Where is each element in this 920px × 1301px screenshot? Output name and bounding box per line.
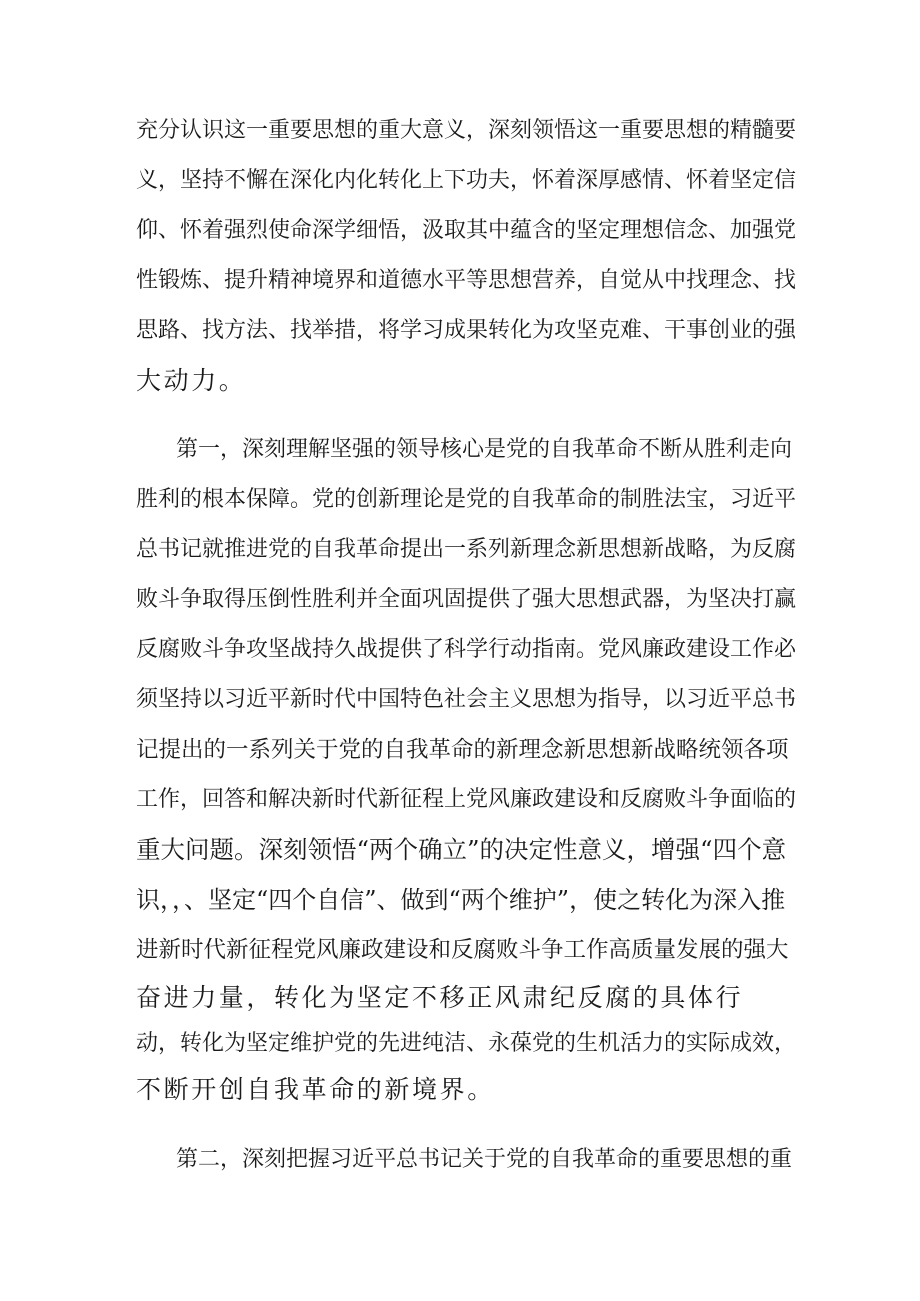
paragraph-1-line-4: 性锻炼、提升精神境界和道德水平等思想营养，自觉从中找理念、找	[136, 268, 797, 293]
paragraph-2-line-4: 败斗争取得压倒性胜利并全面巩固提供了强大思想武器，为坚决打赢	[136, 587, 797, 612]
paragraph-1-line-1: 充分认识这一重要思想的重大意义，深刻领悟这一重要思想的精髓要	[136, 118, 797, 143]
paragraph-2-line-3: 总书记就推进党的自我革命提出一系列新理念新思想新战略，为反腐	[136, 537, 797, 562]
paragraph-2-line-12: 奋进力量，转化为坚定不移正风肃纪反腐的具体行	[136, 983, 744, 1012]
paragraph-2-line-9: 重大问题。深刻领悟“两个确立”的决定性意义，增强“四个意	[136, 835, 787, 864]
paragraph-2-line-8: 工作，回答和解决新时代新征程上党风廉政建设和反腐败斗争面临的	[136, 787, 797, 812]
paragraph-2-line-10: 识，，、坚定“四个自信”、做到“两个维护”，使之转化为深入推	[136, 886, 786, 914]
paragraph-2-line-13: 动，转化为坚定维护党的先进纯洁、永葆党的生机活力的实际成效，	[136, 1031, 797, 1056]
paragraph-1-line-6: 大动力。	[136, 366, 247, 395]
paragraph-2-line-7: 记提出的一系列关于党的自我革命的新理念新思想新战略统领各项	[136, 737, 789, 763]
paragraph-2-line-14: 不断开创自我革命的新境界。	[136, 1075, 495, 1104]
paragraph-2-line-2: 胜利的根本保障。党的创新理论是党的自我革命的制胜法宝，习近平	[136, 487, 797, 512]
paragraph-3-line-1: 第二，深刻把握习近平总书记关于党的自我革命的重要思想的重	[176, 1147, 793, 1172]
paragraph-1-line-5: 思路、找方法、找举措，将学习成果转化为攻坚克难、干事创业的强	[136, 318, 797, 343]
paragraph-2-line-5: 反腐败斗争攻坚战持久战提供了科学行动指南。党风廉政建设工作必	[136, 637, 797, 662]
paragraph-1-line-3: 仰、怀着强烈使命深学细悟，汲取其中蕴含的坚定理想信念、加强党	[136, 218, 797, 243]
paragraph-2-line-11: 进新时代新征程党风廉政建设和反腐败斗争工作高质量发展的强大	[136, 937, 789, 963]
paragraph-2-line-1: 第一，深刻理解坚强的领导核心是党的自我革命不断从胜利走向	[176, 437, 793, 462]
paragraph-2-line-6: 须坚持以习近平新时代中国特色社会主义思想为指导，以习近平总书	[136, 687, 797, 712]
paragraph-1-line-2: 义，坚持不懈在深化内化转化上下功夫，怀着深厚感情、怀着坚定信	[136, 168, 797, 193]
